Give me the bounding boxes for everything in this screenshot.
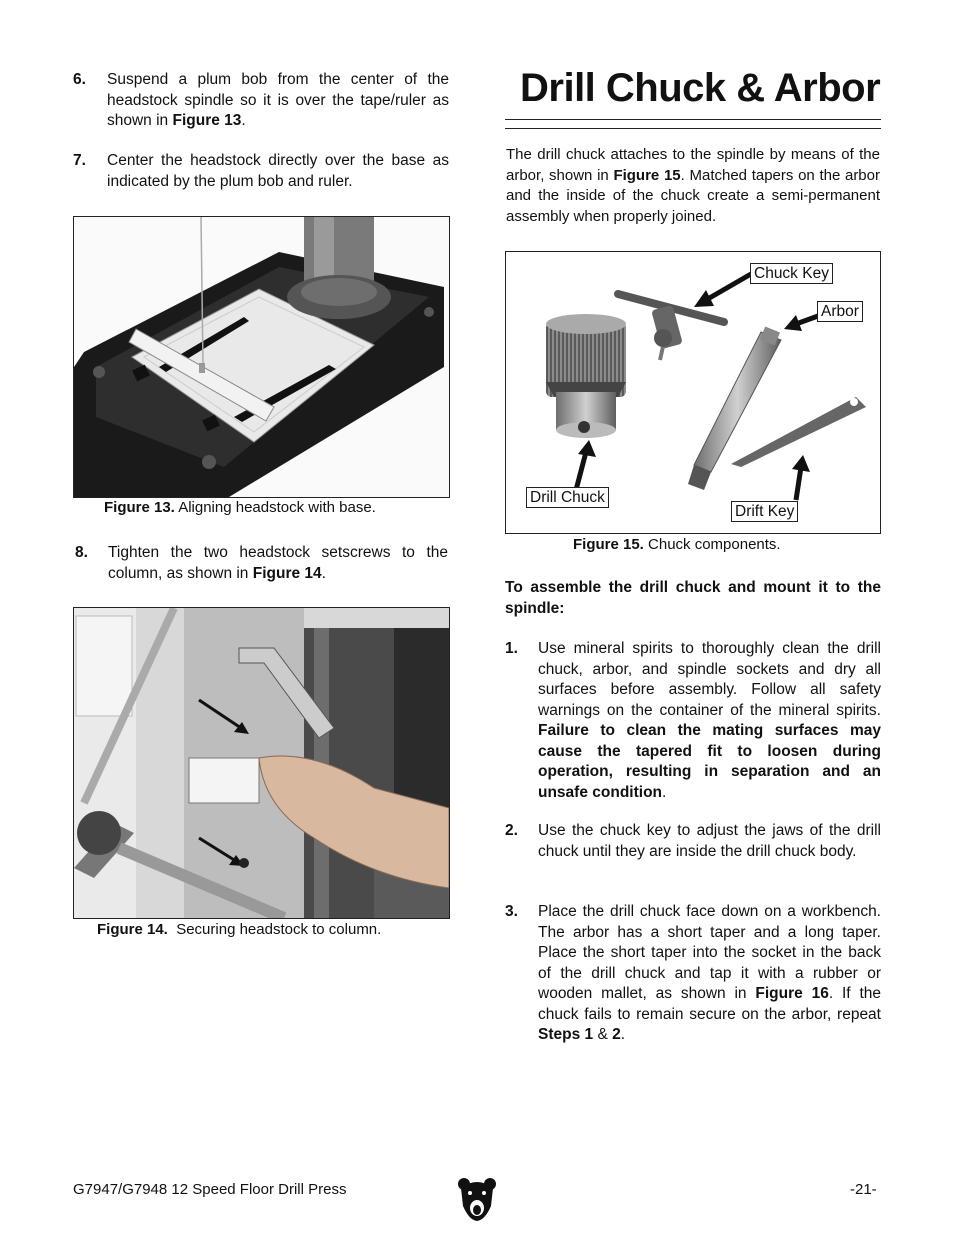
page-number: -21- [850,1181,877,1198]
label-chuck-key: Chuck Key [750,263,833,284]
drill-press-base-illustration [74,217,449,497]
step-number: 6. [73,71,86,88]
step-text: Use mineral spirits to thoroughly clean the drill chuck, arbor, and spindle sockets and dry all surfaces before assembly. Follow all safety warnings on the container of the mineral spirits. Failure to clean the mating surfaces may cause the tapered fit to loosen during operation, resulting in separation and an unsafe condition. [538,640,881,801]
figure-14-caption: Figure 14. Securing headstock to column. [97,921,382,938]
step-number: 1. [505,640,518,657]
title-rule-top [505,119,881,120]
section-title: Drill Chuck & Arbor [520,66,881,110]
title-rule-bottom [505,128,881,129]
footer-model: G7947/G7948 12 Speed Floor Drill Press [73,1181,347,1198]
label-drift-key: Drift Key [731,501,798,522]
figure-13-caption: Figure 13. Aligning headstock with base. [104,499,376,516]
step-text: Place the drill chuck face down on a workbench. The arbor has a short taper and a long taper. Place the short taper into the socket in the back of the drill chuck and tap it with a rubber or wooden mallet, as shown in Figure 16. If the chuck fails to remain secure on the arbor, repeat Steps 1 & 2. [538,903,881,1043]
step-text: Tighten the two headstock setscrews to the column, as shown in Figure 14. [108,544,448,582]
figure-15-image [505,251,881,534]
step-number: 8. [75,544,88,561]
step-text: Center the headstock directly over the base as indicated by the plum bob and ruler. [107,152,449,190]
step-number: 3. [505,903,518,920]
intro-paragraph: The drill chuck attaches to the spindle by means of the arbor, shown in Figure 15. Matched tapers on the arbor and the inside of the chuck create a semi-permanent assembly when properly joined. [506,146,880,225]
step-number: 2. [505,822,518,839]
label-arbor: Arbor [817,301,863,322]
step-text: Suspend a plum bob from the center of the headstock spindle so it is over the tape/ruler as shown in Figure 13. [107,71,449,129]
headstock-setscrew-illustration [74,608,449,918]
assembly-subheading: To assemble the drill chuck and mount it to the spindle: [505,579,881,617]
figure-13-image [73,216,450,498]
figure-15-caption: Figure 15. Chuck components. [573,536,781,553]
figure-14-image [73,607,450,919]
label-drill-chuck: Drill Chuck [526,487,609,508]
step-number: 7. [73,152,86,169]
bear-logo-icon [457,1176,497,1222]
step-text: Use the chuck key to adjust the jaws of the drill chuck until they are inside the drill chuck body. [538,822,881,860]
